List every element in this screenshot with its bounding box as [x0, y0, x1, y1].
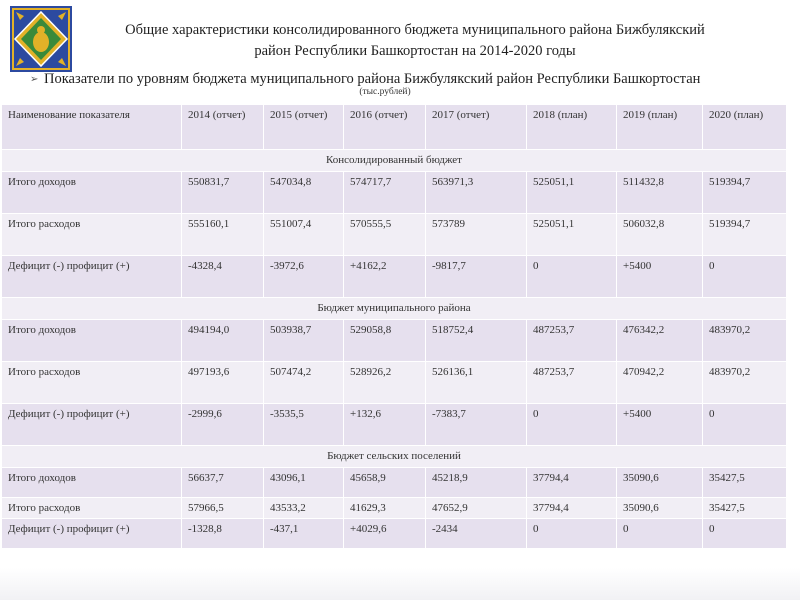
table-cell: -4328,4	[182, 256, 264, 298]
column-header: 2017 (отчет)	[426, 105, 527, 150]
table-cell: 470942,2	[617, 362, 703, 404]
table-cell: -3535,5	[264, 404, 344, 446]
table-cell: 35090,6	[617, 468, 703, 498]
section-title: Бюджет муниципального района	[2, 298, 787, 320]
footer-band	[0, 568, 800, 600]
table-row	[2, 362, 787, 404]
table-cell: -2999,6	[182, 404, 264, 446]
table-cell: 0	[617, 519, 703, 549]
table-cell: +5400	[617, 404, 703, 446]
table-cell: 483970,2	[703, 362, 787, 404]
table-cell: 47652,9	[426, 498, 527, 519]
table-cell: +5400	[617, 256, 703, 298]
table-cell: 45658,9	[344, 468, 426, 498]
column-header: 2019 (план)	[617, 105, 703, 150]
row-label: Итого доходов	[2, 468, 182, 498]
table-row	[2, 498, 787, 519]
budget-table	[1, 104, 787, 549]
table-cell: 487253,7	[527, 320, 617, 362]
table-row	[2, 320, 787, 362]
unit-label: (тыс.рублей)	[359, 87, 411, 97]
section-header-row	[2, 298, 787, 320]
table-cell: 506032,8	[617, 214, 703, 256]
section-header-row	[2, 446, 787, 468]
table-cell: +4029,6	[344, 519, 426, 549]
column-header: Наименование показателя	[2, 105, 182, 150]
title-line-2: район Республики Башкортостан на 2014-2020 годы	[254, 43, 576, 59]
bullet-icon: ➢	[30, 74, 39, 85]
row-label: Итого расходов	[2, 214, 182, 256]
row-label: Дефицит (-) профицит (+)	[2, 256, 182, 298]
table-cell: 550831,7	[182, 172, 264, 214]
table-cell: 487253,7	[527, 362, 617, 404]
row-label: Дефицит (-) профицит (+)	[2, 519, 182, 549]
table-cell: 43096,1	[264, 468, 344, 498]
table-cell: 0	[703, 519, 787, 549]
table-cell: 0	[527, 404, 617, 446]
table-cell: 0	[527, 256, 617, 298]
subtitle-text: Показатели по уровням бюджета муниципального района Бижбулякский район Республики Башкортостан	[44, 71, 701, 87]
table-cell: 529058,8	[344, 320, 426, 362]
section-title: Бюджет сельских поселений	[2, 446, 787, 468]
table-row	[2, 256, 787, 298]
table-cell: 547034,8	[264, 172, 344, 214]
table-row	[2, 172, 787, 214]
page-title	[90, 20, 740, 62]
table-cell: 57966,5	[182, 498, 264, 519]
coat-of-arms-icon	[10, 6, 72, 72]
table-cell: 37794,4	[527, 498, 617, 519]
table-cell: 574717,7	[344, 172, 426, 214]
table-cell: -3972,6	[264, 256, 344, 298]
table-cell: 0	[703, 404, 787, 446]
table-cell: 56637,7	[182, 468, 264, 498]
table-header-row	[2, 105, 787, 150]
title-line-1: Общие характеристики консолидированного бюджета муниципального района Бижбулякский	[125, 22, 705, 38]
table-cell: 525051,1	[527, 214, 617, 256]
column-header: 2016 (отчет)	[344, 105, 426, 150]
table-cell: 503938,7	[264, 320, 344, 362]
table-cell: 555160,1	[182, 214, 264, 256]
table-cell: 528926,2	[344, 362, 426, 404]
table-cell: 35427,5	[703, 498, 787, 519]
table-cell: 573789	[426, 214, 527, 256]
table-cell: 37794,4	[527, 468, 617, 498]
table-cell: 45218,9	[426, 468, 527, 498]
table-cell: 525051,1	[527, 172, 617, 214]
table-cell: -7383,7	[426, 404, 527, 446]
row-label: Итого доходов	[2, 320, 182, 362]
column-header: 2018 (план)	[527, 105, 617, 150]
table-cell: 497193,6	[182, 362, 264, 404]
table-cell: 551007,4	[264, 214, 344, 256]
table-cell: 476342,2	[617, 320, 703, 362]
table-cell: 0	[527, 519, 617, 549]
table-cell: -2434	[426, 519, 527, 549]
table-cell: 507474,2	[264, 362, 344, 404]
column-header: 2020 (план)	[703, 105, 787, 150]
table-cell: -437,1	[264, 519, 344, 549]
table-cell: 35427,5	[703, 468, 787, 498]
table-cell: 519394,7	[703, 172, 787, 214]
table-cell: 43533,2	[264, 498, 344, 519]
table-cell: 0	[703, 256, 787, 298]
row-label: Итого расходов	[2, 362, 182, 404]
section-title: Консолидированный бюджет	[2, 150, 787, 172]
table-cell: +132,6	[344, 404, 426, 446]
table-cell: 483970,2	[703, 320, 787, 362]
table-cell: 35090,6	[617, 498, 703, 519]
table-cell: -1328,8	[182, 519, 264, 549]
table-cell: 526136,1	[426, 362, 527, 404]
row-label: Итого доходов	[2, 172, 182, 214]
table-cell: 494194,0	[182, 320, 264, 362]
table-cell: 511432,8	[617, 172, 703, 214]
table-cell: 519394,7	[703, 214, 787, 256]
table-cell: +4162,2	[344, 256, 426, 298]
column-header: 2014 (отчет)	[182, 105, 264, 150]
table-cell: -9817,7	[426, 256, 527, 298]
row-label: Дефицит (-) профицит (+)	[2, 404, 182, 446]
section-header-row	[2, 150, 787, 172]
row-label: Итого расходов	[2, 498, 182, 519]
table-row	[2, 468, 787, 498]
table-cell: 41629,3	[344, 498, 426, 519]
table-cell: 570555,5	[344, 214, 426, 256]
table-cell: 518752,4	[426, 320, 527, 362]
table-row	[2, 519, 787, 549]
table-row	[2, 214, 787, 256]
table-cell: 563971,3	[426, 172, 527, 214]
column-header: 2015 (отчет)	[264, 105, 344, 150]
table-row	[2, 404, 787, 446]
